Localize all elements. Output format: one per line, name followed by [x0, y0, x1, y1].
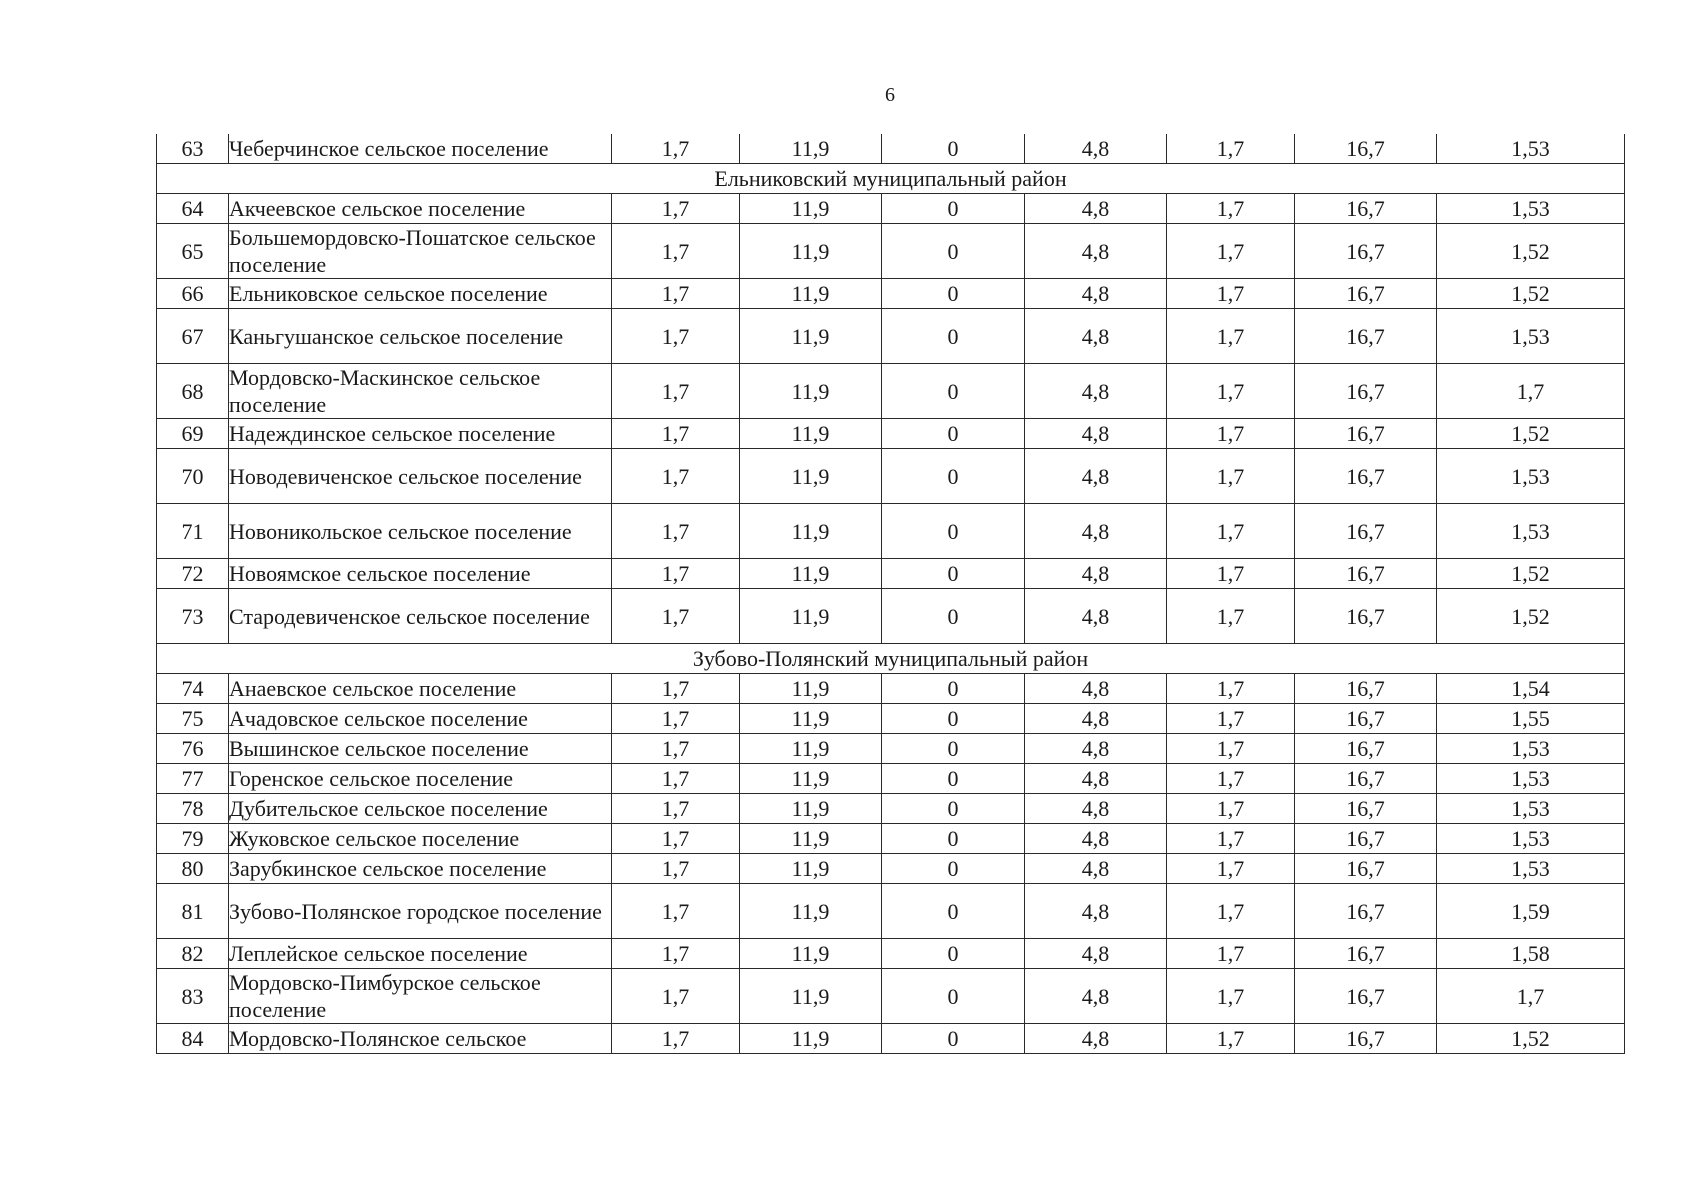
section-title: Ельниковский муниципальный район	[157, 164, 1625, 194]
row-number: 77	[157, 764, 229, 794]
value-col-5: 1,7	[1167, 939, 1295, 969]
value-col-6: 16,7	[1295, 279, 1437, 309]
settlement-name: Большемордовско-Пошатское сельское поселение	[229, 224, 612, 279]
value-col-5: 1,7	[1167, 969, 1295, 1024]
value-col-1: 1,7	[612, 674, 740, 704]
value-col-4: 4,8	[1025, 734, 1167, 764]
value-col-1: 1,7	[612, 309, 740, 364]
row-number: 84	[157, 1024, 229, 1054]
table-row	[157, 969, 1625, 1024]
settlement-name: Вышинское сельское поселение	[229, 734, 612, 764]
value-col-5: 1,7	[1167, 704, 1295, 734]
value-col-4: 4,8	[1025, 194, 1167, 224]
table-row	[157, 279, 1625, 309]
row-number: 71	[157, 504, 229, 559]
table-row	[157, 734, 1625, 764]
value-col-4: 4,8	[1025, 559, 1167, 589]
value-col-5: 1,7	[1167, 1024, 1295, 1054]
value-col-4: 4,8	[1025, 224, 1167, 279]
settlement-name: Мордовско-Маскинское сельское поселение	[229, 364, 612, 419]
row-number: 79	[157, 824, 229, 854]
value-col-7: 1,52	[1437, 279, 1625, 309]
value-col-4: 4,8	[1025, 309, 1167, 364]
table-row	[157, 449, 1625, 504]
settlement-name: Жуковское сельское поселение	[229, 824, 612, 854]
row-number: 81	[157, 884, 229, 939]
value-col-1: 1,7	[612, 1024, 740, 1054]
value-col-6: 16,7	[1295, 589, 1437, 644]
value-col-2: 11,9	[740, 939, 882, 969]
value-col-3: 0	[882, 419, 1025, 449]
value-col-5: 1,7	[1167, 309, 1295, 364]
value-col-7: 1,53	[1437, 734, 1625, 764]
value-col-2: 11,9	[740, 734, 882, 764]
value-col-1: 1,7	[612, 134, 740, 164]
value-col-7: 1,53	[1437, 134, 1625, 164]
value-col-3: 0	[882, 939, 1025, 969]
value-col-5: 1,7	[1167, 794, 1295, 824]
table-row	[157, 559, 1625, 589]
settlement-name: Ачадовское сельское поселение	[229, 704, 612, 734]
value-col-5: 1,7	[1167, 134, 1295, 164]
value-col-6: 16,7	[1295, 224, 1437, 279]
value-col-4: 4,8	[1025, 279, 1167, 309]
value-col-3: 0	[882, 224, 1025, 279]
row-number: 68	[157, 364, 229, 419]
value-col-7: 1,53	[1437, 764, 1625, 794]
value-col-3: 0	[882, 1024, 1025, 1054]
value-col-4: 4,8	[1025, 364, 1167, 419]
value-col-6: 16,7	[1295, 794, 1437, 824]
value-col-2: 11,9	[740, 969, 882, 1024]
value-col-3: 0	[882, 674, 1025, 704]
table-row	[157, 194, 1625, 224]
value-col-6: 16,7	[1295, 419, 1437, 449]
value-col-6: 16,7	[1295, 309, 1437, 364]
value-col-4: 4,8	[1025, 794, 1167, 824]
value-col-6: 16,7	[1295, 134, 1437, 164]
value-col-6: 16,7	[1295, 704, 1437, 734]
table-row	[157, 824, 1625, 854]
value-col-1: 1,7	[612, 969, 740, 1024]
value-col-7: 1,53	[1437, 449, 1625, 504]
value-col-1: 1,7	[612, 939, 740, 969]
table-row	[157, 224, 1625, 279]
table-row	[157, 364, 1625, 419]
value-col-7: 1,55	[1437, 704, 1625, 734]
value-col-3: 0	[882, 309, 1025, 364]
value-col-7: 1,58	[1437, 939, 1625, 969]
value-col-6: 16,7	[1295, 1024, 1437, 1054]
value-col-1: 1,7	[612, 449, 740, 504]
row-number: 75	[157, 704, 229, 734]
value-col-5: 1,7	[1167, 504, 1295, 559]
value-col-7: 1,7	[1437, 364, 1625, 419]
value-col-2: 11,9	[740, 589, 882, 644]
value-col-3: 0	[882, 449, 1025, 504]
settlement-name: Ельниковское сельское поселение	[229, 279, 612, 309]
value-col-2: 11,9	[740, 134, 882, 164]
value-col-4: 4,8	[1025, 704, 1167, 734]
value-col-7: 1,52	[1437, 559, 1625, 589]
row-number: 64	[157, 194, 229, 224]
settlement-name: Леплейское сельское поселение	[229, 939, 612, 969]
value-col-3: 0	[882, 589, 1025, 644]
value-col-5: 1,7	[1167, 854, 1295, 884]
value-col-4: 4,8	[1025, 674, 1167, 704]
page-number: 6	[885, 84, 895, 106]
value-col-4: 4,8	[1025, 504, 1167, 559]
table-row	[157, 309, 1625, 364]
value-col-3: 0	[882, 559, 1025, 589]
value-col-7: 1,59	[1437, 884, 1625, 939]
value-col-2: 11,9	[740, 884, 882, 939]
value-col-4: 4,8	[1025, 969, 1167, 1024]
value-col-5: 1,7	[1167, 734, 1295, 764]
value-col-1: 1,7	[612, 504, 740, 559]
value-col-2: 11,9	[740, 504, 882, 559]
settlement-name: Чеберчинское сельское поселение	[229, 134, 612, 164]
value-col-3: 0	[882, 884, 1025, 939]
row-number: 82	[157, 939, 229, 969]
section-header-row	[157, 164, 1625, 194]
row-number: 83	[157, 969, 229, 1024]
row-number: 80	[157, 854, 229, 884]
table-row	[157, 764, 1625, 794]
value-col-7: 1,52	[1437, 589, 1625, 644]
row-number: 69	[157, 419, 229, 449]
section-header-row	[157, 644, 1625, 674]
settlement-name: Мордовско-Полянское сельское	[229, 1024, 612, 1054]
value-col-4: 4,8	[1025, 764, 1167, 794]
row-number: 73	[157, 589, 229, 644]
value-col-3: 0	[882, 969, 1025, 1024]
table-row	[157, 1024, 1625, 1054]
row-number: 76	[157, 734, 229, 764]
value-col-3: 0	[882, 194, 1025, 224]
value-col-1: 1,7	[612, 224, 740, 279]
value-col-2: 11,9	[740, 309, 882, 364]
value-col-4: 4,8	[1025, 884, 1167, 939]
value-col-1: 1,7	[612, 734, 740, 764]
value-col-5: 1,7	[1167, 764, 1295, 794]
value-col-1: 1,7	[612, 794, 740, 824]
value-col-5: 1,7	[1167, 884, 1295, 939]
settlement-name: Дубительское сельское поселение	[229, 794, 612, 824]
value-col-6: 16,7	[1295, 764, 1437, 794]
settlement-name: Новоямское сельское поселение	[229, 559, 612, 589]
value-col-2: 11,9	[740, 364, 882, 419]
settlement-name: Новодевиченское сельское поселение	[229, 449, 612, 504]
value-col-1: 1,7	[612, 194, 740, 224]
value-col-5: 1,7	[1167, 449, 1295, 504]
value-col-1: 1,7	[612, 279, 740, 309]
value-col-4: 4,8	[1025, 1024, 1167, 1054]
value-col-6: 16,7	[1295, 449, 1437, 504]
settlement-name: Каньгушанское сельское поселение	[229, 309, 612, 364]
value-col-6: 16,7	[1295, 364, 1437, 419]
settlement-name: Анаевское сельское поселение	[229, 674, 612, 704]
value-col-3: 0	[882, 704, 1025, 734]
value-col-1: 1,7	[612, 364, 740, 419]
value-col-5: 1,7	[1167, 559, 1295, 589]
value-col-6: 16,7	[1295, 504, 1437, 559]
settlement-name: Надеждинское сельское поселение	[229, 419, 612, 449]
value-col-5: 1,7	[1167, 194, 1295, 224]
value-col-7: 1,53	[1437, 854, 1625, 884]
value-col-6: 16,7	[1295, 854, 1437, 884]
table-row	[157, 884, 1625, 939]
value-col-2: 11,9	[740, 224, 882, 279]
table-row	[157, 589, 1625, 644]
table-row	[157, 504, 1625, 559]
settlement-name: Мордовско-Пимбурское сельское поселение	[229, 969, 612, 1024]
row-number: 63	[157, 134, 229, 164]
value-col-6: 16,7	[1295, 884, 1437, 939]
value-col-6: 16,7	[1295, 939, 1437, 969]
value-col-6: 16,7	[1295, 734, 1437, 764]
value-col-4: 4,8	[1025, 419, 1167, 449]
value-col-2: 11,9	[740, 1024, 882, 1054]
value-col-6: 16,7	[1295, 969, 1437, 1024]
value-col-4: 4,8	[1025, 449, 1167, 504]
row-number: 74	[157, 674, 229, 704]
value-col-2: 11,9	[740, 764, 882, 794]
value-col-5: 1,7	[1167, 589, 1295, 644]
value-col-7: 1,53	[1437, 824, 1625, 854]
value-col-3: 0	[882, 134, 1025, 164]
table-row	[157, 939, 1625, 969]
value-col-7: 1,7	[1437, 969, 1625, 1024]
value-col-2: 11,9	[740, 559, 882, 589]
value-col-5: 1,7	[1167, 419, 1295, 449]
settlement-name: Горенское сельское поселение	[229, 764, 612, 794]
value-col-4: 4,8	[1025, 589, 1167, 644]
value-col-2: 11,9	[740, 794, 882, 824]
row-number: 65	[157, 224, 229, 279]
value-col-1: 1,7	[612, 824, 740, 854]
value-col-2: 11,9	[740, 854, 882, 884]
table-row	[157, 794, 1625, 824]
settlement-name: Зубово-Полянское городское поселение	[229, 884, 612, 939]
value-col-1: 1,7	[612, 704, 740, 734]
value-col-4: 4,8	[1025, 854, 1167, 884]
table-row	[157, 419, 1625, 449]
value-col-2: 11,9	[740, 419, 882, 449]
value-col-2: 11,9	[740, 704, 882, 734]
value-col-5: 1,7	[1167, 224, 1295, 279]
value-col-2: 11,9	[740, 824, 882, 854]
value-col-7: 1,54	[1437, 674, 1625, 704]
value-col-3: 0	[882, 794, 1025, 824]
table-row	[157, 134, 1625, 164]
section-title: Зубово-Полянский муниципальный район	[157, 644, 1625, 674]
value-col-3: 0	[882, 364, 1025, 419]
value-col-1: 1,7	[612, 419, 740, 449]
row-number: 78	[157, 794, 229, 824]
value-col-7: 1,52	[1437, 1024, 1625, 1054]
value-col-2: 11,9	[740, 674, 882, 704]
value-col-1: 1,7	[612, 884, 740, 939]
value-col-6: 16,7	[1295, 559, 1437, 589]
value-col-3: 0	[882, 854, 1025, 884]
settlement-name: Новоникольское сельское поселение	[229, 504, 612, 559]
row-number: 72	[157, 559, 229, 589]
value-col-5: 1,7	[1167, 824, 1295, 854]
value-col-3: 0	[882, 279, 1025, 309]
value-col-2: 11,9	[740, 449, 882, 504]
table-row	[157, 704, 1625, 734]
value-col-7: 1,52	[1437, 419, 1625, 449]
data-table	[156, 134, 1625, 1054]
value-col-4: 4,8	[1025, 939, 1167, 969]
value-col-7: 1,53	[1437, 794, 1625, 824]
value-col-2: 11,9	[740, 279, 882, 309]
value-col-4: 4,8	[1025, 134, 1167, 164]
settlement-name: Акчеевское сельское поселение	[229, 194, 612, 224]
value-col-3: 0	[882, 504, 1025, 559]
value-col-4: 4,8	[1025, 824, 1167, 854]
value-col-7: 1,53	[1437, 309, 1625, 364]
table-row	[157, 854, 1625, 884]
value-col-7: 1,53	[1437, 194, 1625, 224]
value-col-6: 16,7	[1295, 194, 1437, 224]
value-col-3: 0	[882, 764, 1025, 794]
table-row	[157, 674, 1625, 704]
value-col-1: 1,7	[612, 589, 740, 644]
value-col-7: 1,53	[1437, 504, 1625, 559]
value-col-5: 1,7	[1167, 279, 1295, 309]
row-number: 66	[157, 279, 229, 309]
settlement-name: Стародевиченское сельское поселение	[229, 589, 612, 644]
value-col-5: 1,7	[1167, 674, 1295, 704]
value-col-1: 1,7	[612, 854, 740, 884]
value-col-5: 1,7	[1167, 364, 1295, 419]
settlement-name: Зарубкинское сельское поселение	[229, 854, 612, 884]
value-col-2: 11,9	[740, 194, 882, 224]
row-number: 70	[157, 449, 229, 504]
value-col-1: 1,7	[612, 764, 740, 794]
value-col-6: 16,7	[1295, 824, 1437, 854]
value-col-1: 1,7	[612, 559, 740, 589]
value-col-7: 1,52	[1437, 224, 1625, 279]
value-col-3: 0	[882, 734, 1025, 764]
value-col-6: 16,7	[1295, 674, 1437, 704]
table-body	[157, 134, 1625, 1054]
row-number: 67	[157, 309, 229, 364]
value-col-3: 0	[882, 824, 1025, 854]
